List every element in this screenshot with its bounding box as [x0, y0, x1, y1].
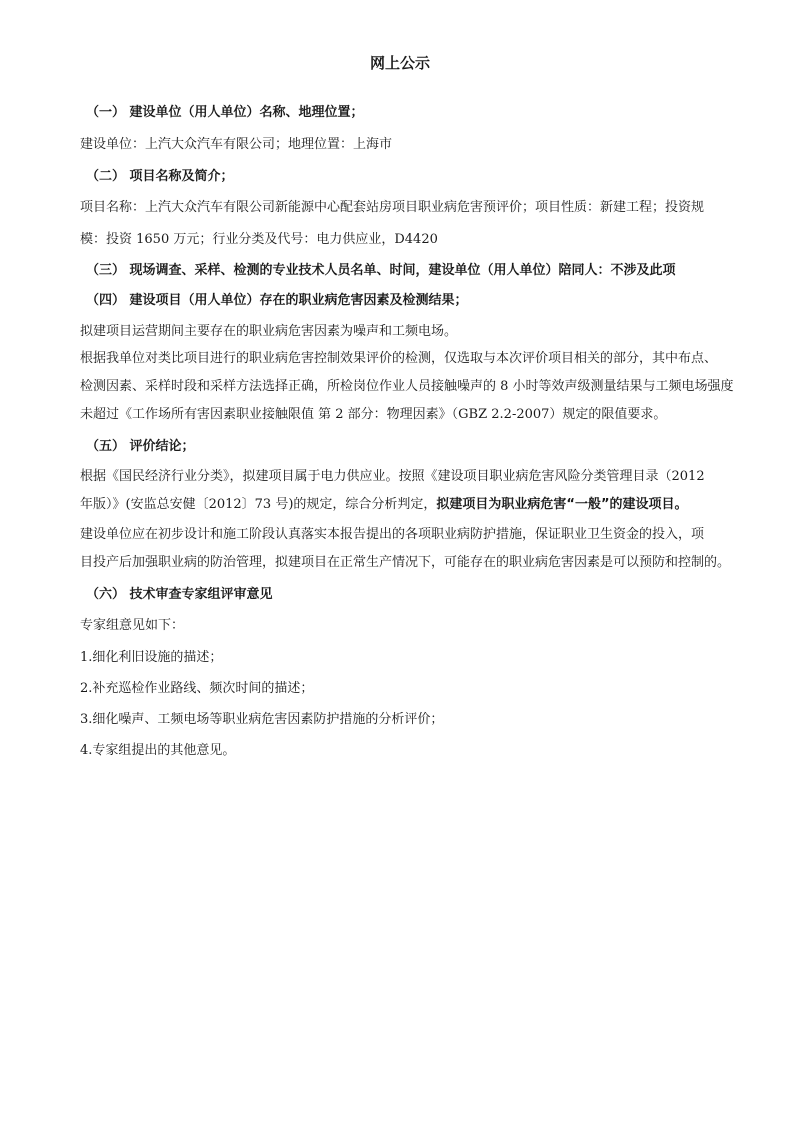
section-5-heading: （五） 评价结论；: [86, 439, 195, 454]
section-1-heading: （一） 建设单位（用人单位）名称、地理位置；: [86, 105, 364, 120]
section-2-heading: （二） 项目名称及简介；: [86, 169, 234, 184]
section-4-paragraph-1: 拟建项目运营期间主要存在的职业病危害因素为噪声和工频电场。: [80, 324, 458, 339]
section-2-text-line1: 项目名称：上汽大众汽车有限公司新能源中心配套站房项目职业病危害预评价；项目性质：新建工程；投资规: [80, 200, 705, 215]
section-5-paragraph-2-line1: 建设单位应在初步设计和施工阶段认真落实本报告提出的各项职业病防护措施，保证职业卫生资金的投入，项: [80, 527, 705, 542]
section-4-paragraph-2-line1: 根据我单位对类比项目进行的职业病危害控制效果评价的检测，仅选取与本次评价项目相关的部分，其中布点、: [80, 351, 718, 366]
section-5-paragraph-1-line1: 根据《国民经济行业分类》，拟建项目属于电力供应业。按照《建设项目职业病危害风险分类管理目录（2012: [80, 469, 705, 484]
section-6-heading: （六） 技术审查专家组评审意见: [86, 587, 273, 602]
section-2-text-line2: 模：投资 1650 万元；行业分类及代号：电力供应业，D4420: [80, 232, 438, 247]
opinion-item: 1.细化利旧设施的描述；: [80, 650, 223, 665]
document-title: 网上公示: [369, 54, 430, 72]
section-1-text: 建设单位：上汽大众汽车有限公司；地理位置：上海市: [80, 137, 393, 152]
section-3-heading: （三） 现场调查、采样、检测的专业技术人员名单、时间，建设单位（用人单位）陪同人：不涉及此项: [86, 263, 676, 278]
section-4-paragraph-2-line3: 未超过《工作场所有害因素职业接触限值 第 2 部分：物理因素》（GBZ 2.2-2007）规定的限值要求。: [80, 407, 667, 422]
section-6-intro: 专家组意见如下：: [80, 618, 185, 633]
section-5-paragraph-2-line2: 目投产后加强职业病的防治管理，拟建项目在正常生产情况下，可能存在的职业病危害因素是可以预防和控制的。: [80, 555, 731, 570]
conclusion-highlight: 拟建项目为职业病危害“一般”的建设项目。: [436, 497, 688, 512]
opinion-item: 4.专家组提出的其他意见。: [80, 743, 236, 758]
section-5-paragraph-1-line2: [80, 495, 688, 515]
section-4-paragraph-2-line2: 检测因素、采样时段和采样方法选择正确，所检岗位作业人员接触噪声的 8 小时等效声级测量结果与工频电场强度: [80, 379, 734, 394]
opinion-item: 3.细化噪声、工频电场等职业病危害因素防护措施的分析评价；: [80, 712, 444, 727]
opinion-item: 2.补充巡检作业路线、频次时间的描述；: [80, 681, 314, 696]
conclusion-text: 年版）》(安监总安健〔2012〕73 号)的规定，综合分析判定，: [80, 497, 437, 512]
section-4-heading: （四） 建设项目（用人单位）存在的职业病危害因素及检测结果；: [86, 293, 468, 308]
